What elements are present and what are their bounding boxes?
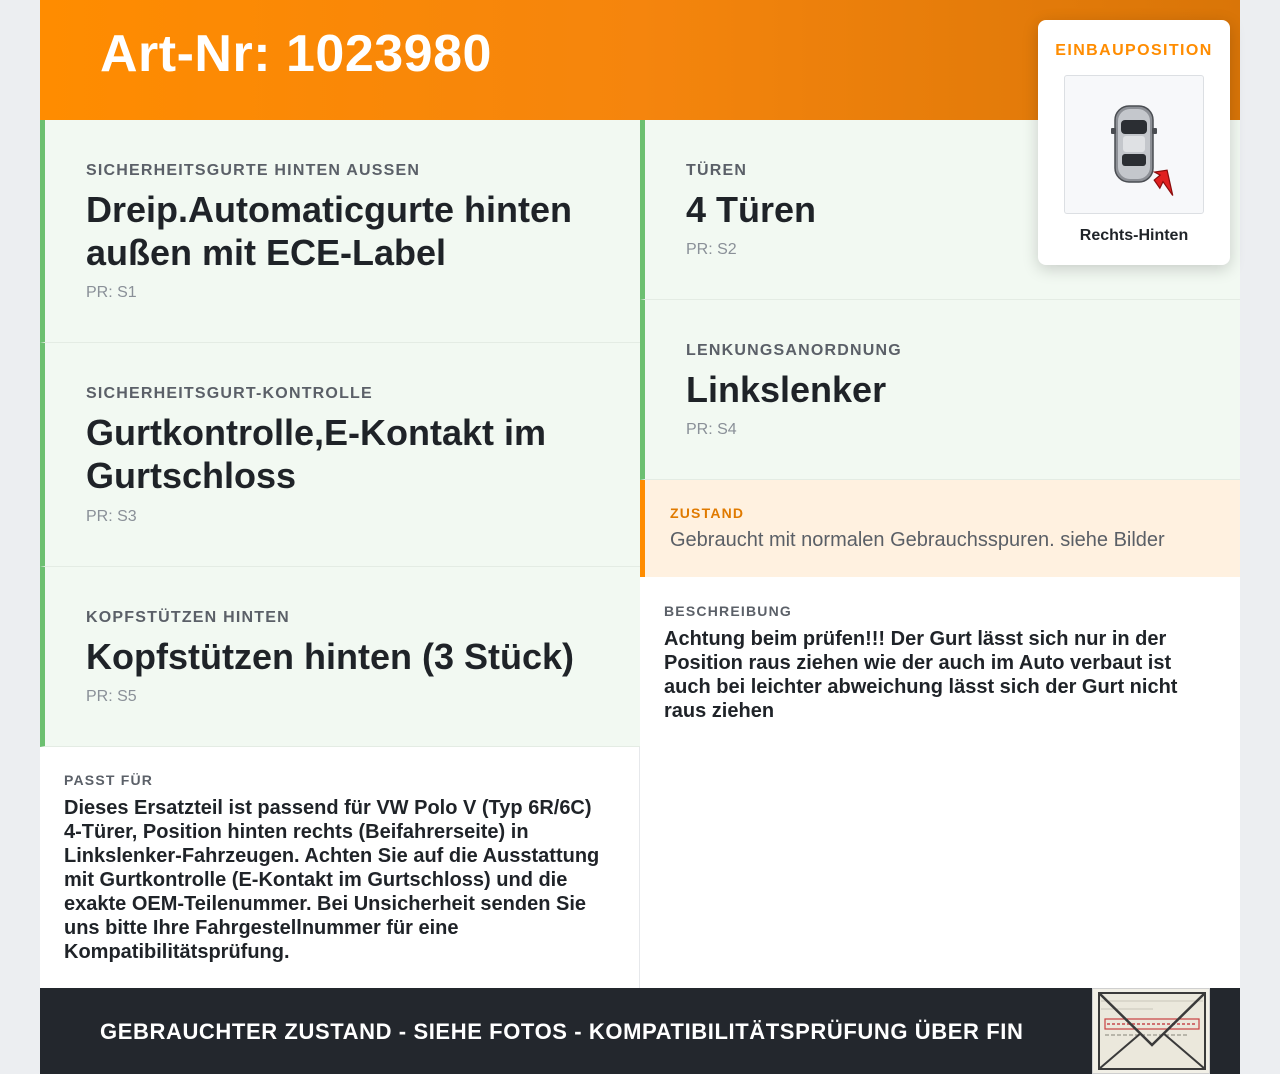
fitment-text: Dieses Ersatzteil ist passend für VW Polo V (Typ 6R/6C) 4-Türer, Position hinten rechts (Beifahrerseite) in Linkslenker-Fahrzeugen. Achten Sie auf die Ausstattung mit Gurtkontrolle (E-Kontakt im Gurtschloss) und die exakte OEM-Teilenummer. Bei Unsicherheit senden Sie uns bitte Ihre Fahrgestellnummer für eine Kompatibilitätsprüfung. [64,797,600,963]
spec-value: Gurtkontrolle,E-Kontakt im Gurtschloss [86,412,547,496]
product-sheet [40,0,1240,1074]
condition-label: ZUSTAND [670,505,745,521]
spec-card-steering [640,300,1240,480]
spec-value: Dreip.Automaticgurte hinten außen mit ECE-Label [86,189,573,273]
spec-pr-code: PR: S5 [86,688,137,705]
spec-pr-code: PR: S3 [86,508,137,525]
article-number-title: Art-Nr: 1023980 [100,25,492,83]
spec-pr-code: PR: S2 [686,241,737,258]
install-position-card [1038,20,1230,265]
spec-value: Kopfstützen hinten (3 Stück) [86,636,574,677]
spec-pr-code: PR: S4 [686,421,737,438]
fitment-label: PASST FÜR [64,772,154,788]
description-text: Achtung beim prüfen!!! Der Gurt lässt sich nur in der Position raus ziehen wie der auch im Auto verbaut ist auch bei leichter abweichung lässt sich der Gurt nicht raus ziehen [664,628,1178,722]
vehicle-registration-envelope-icon[interactable] [1092,988,1210,1074]
fitment-section [40,747,640,988]
condition-box [640,480,1240,577]
spec-label: KOPFSTÜTZEN HINTEN [86,609,290,626]
spec-card-seatbelts [40,120,640,343]
description-label: BESCHREIBUNG [664,603,792,619]
condition-text: Gebraucht mit normalen Gebrauchsspuren. siehe Bilder [670,529,1165,551]
spec-label: SICHERHEITSGURTE HINTEN AUSSEN [86,162,421,179]
footer-text: GEBRAUCHTER ZUSTAND - SIEHE FOTOS - KOMPATIBILITÄTSPRÜFUNG ÜBER FIN [100,1019,1024,1044]
install-position-value: Rechts-Hinten [1079,227,1189,244]
install-position-label: EINBAUPOSITION [1055,42,1213,59]
spec-card-belt-control [40,343,640,567]
spec-pr-code: PR: S1 [86,284,137,301]
spec-value: Linkslenker [686,369,887,410]
footer-bar [40,988,1240,1074]
spec-card-headrests [40,567,640,747]
spec-label: SICHERHEITSGURT-KONTROLLE [86,385,373,402]
spec-label: TÜREN [686,162,748,179]
spec-value: 4 Türen [686,189,817,230]
spec-label: LENKUNGSANORDNUNG [686,342,902,359]
description-section [640,577,1240,988]
car-top-view-icon [1064,75,1204,214]
